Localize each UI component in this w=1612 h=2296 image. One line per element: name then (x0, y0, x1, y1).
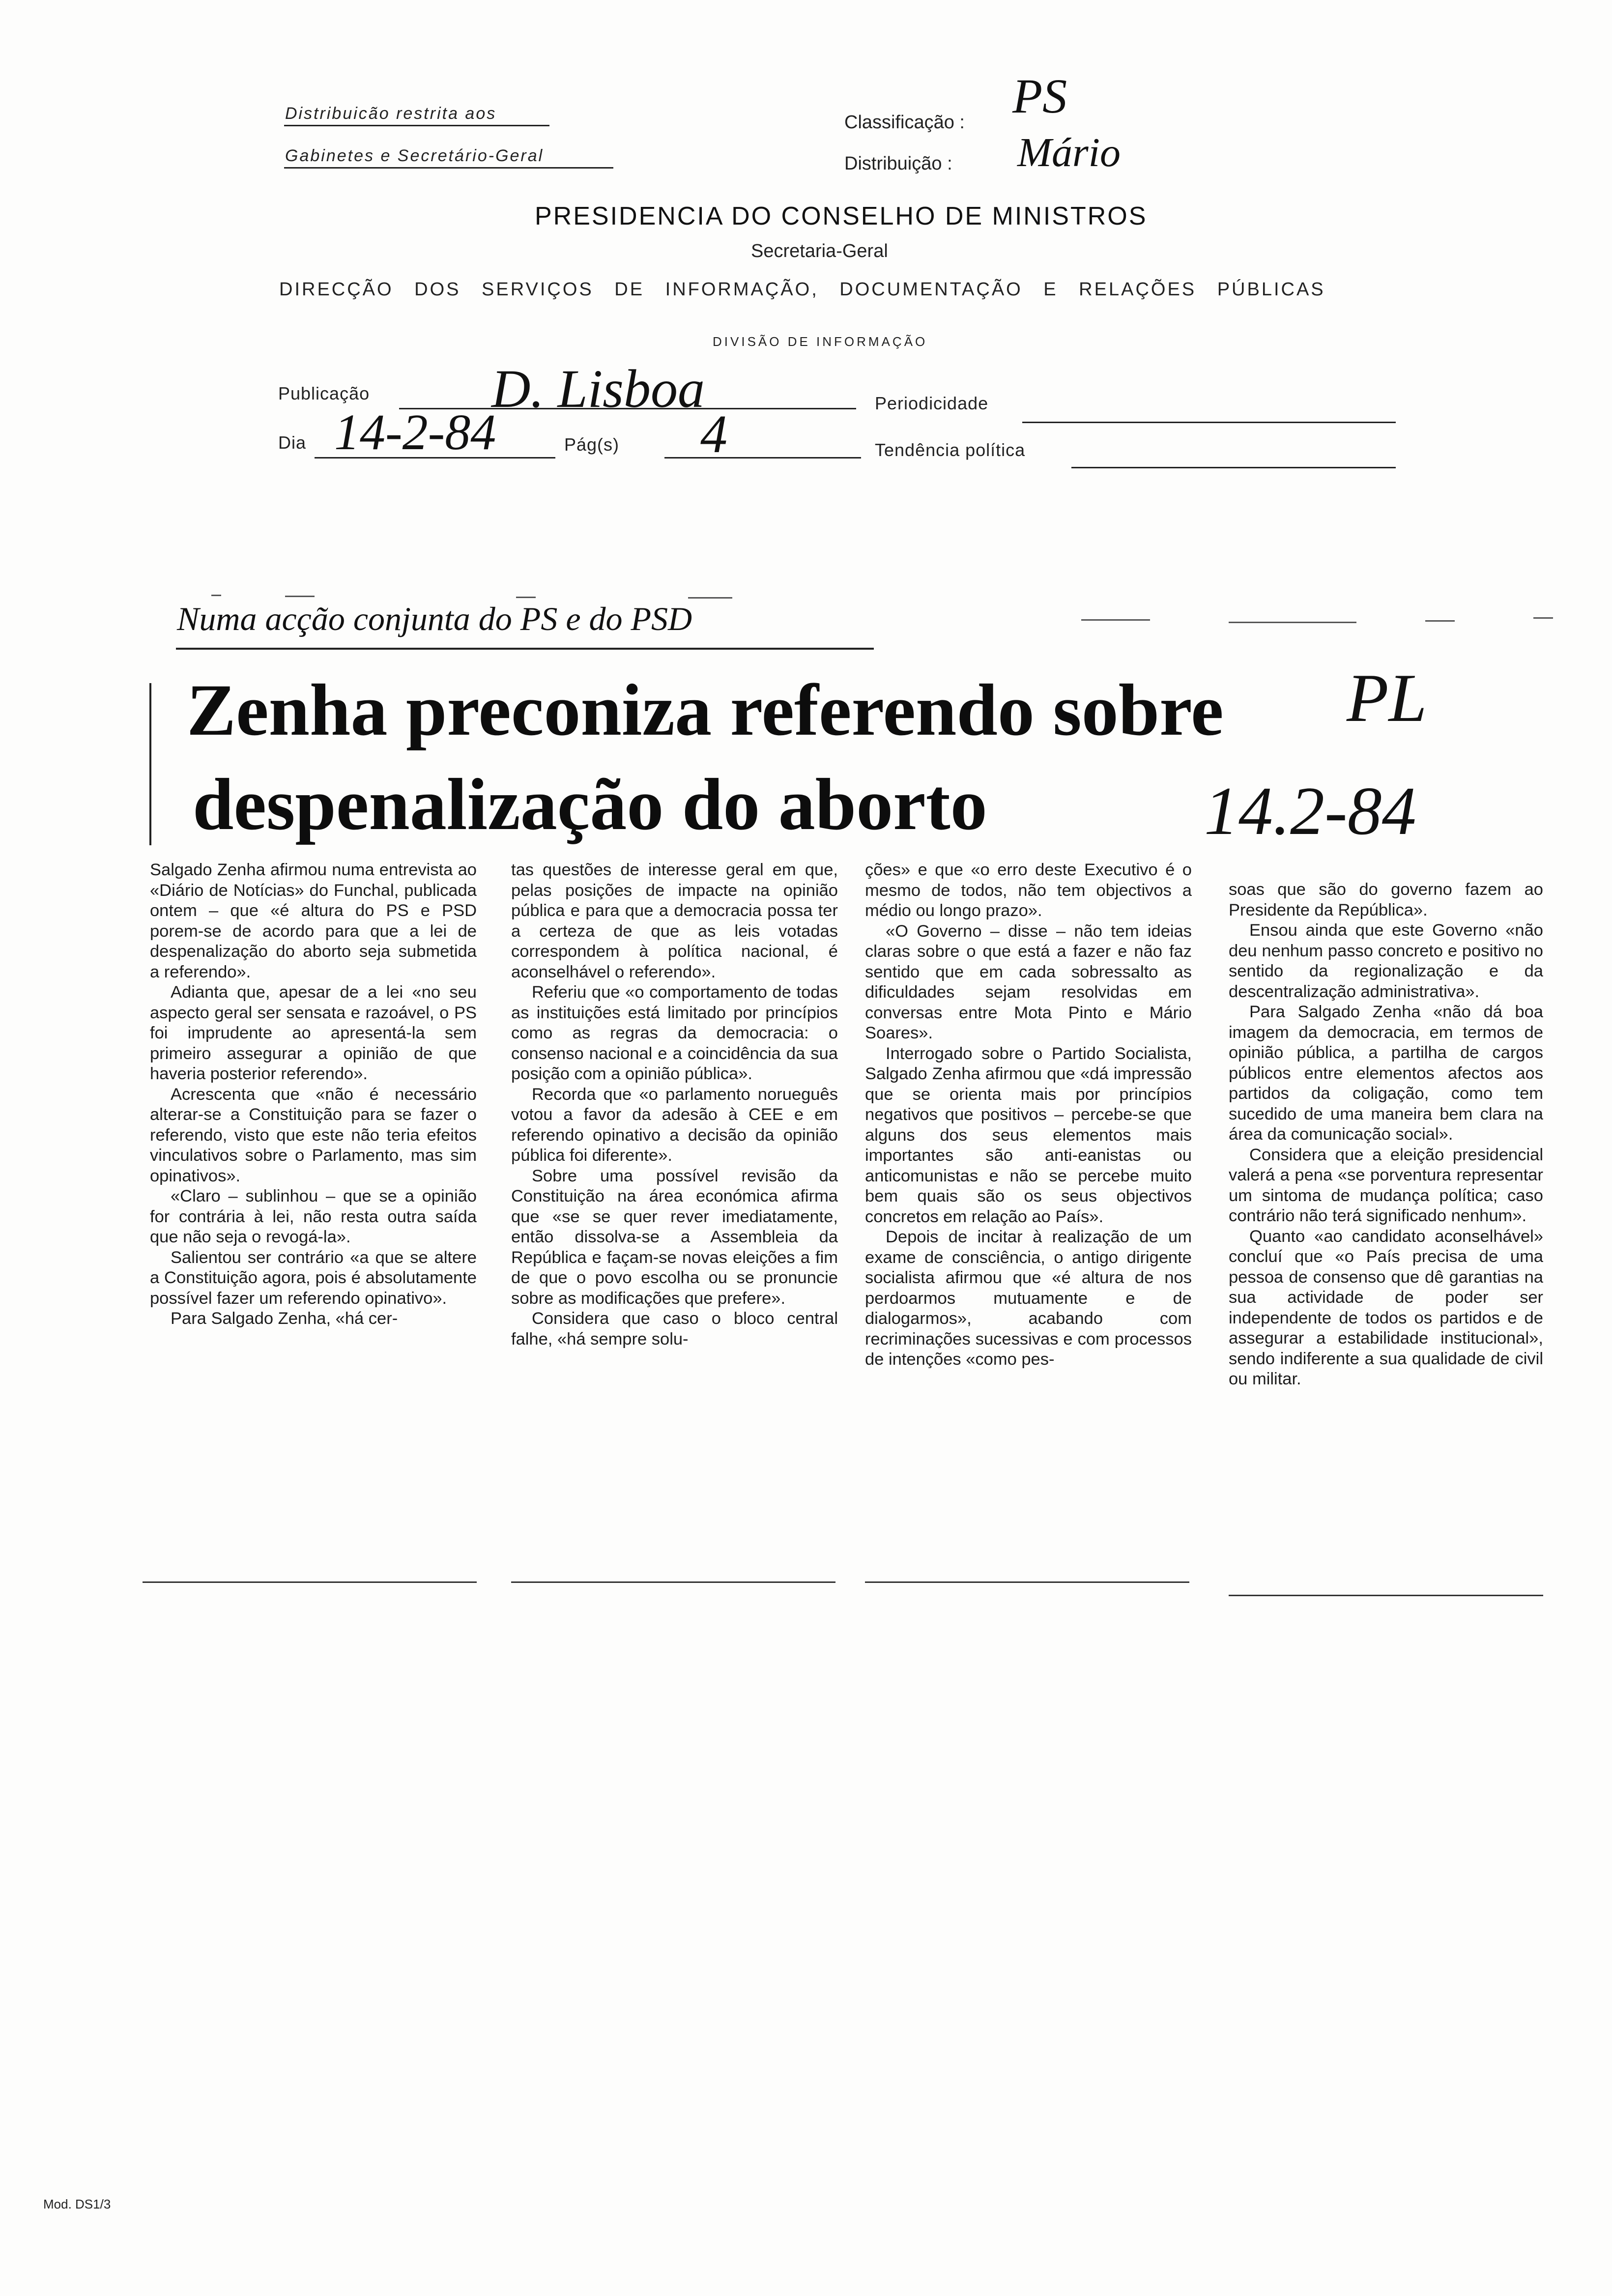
publicacao-handwritten: D. Lisboa (491, 359, 705, 419)
scan-speck (1425, 620, 1455, 622)
headline-margin-mark (149, 683, 151, 845)
paragraph: Salientou ser contrário «a que se altere a Constituição agora, pois é absolutamente possível fazer um referendo opinativo». (150, 1248, 477, 1308)
classificacao-label: Classificação : (844, 112, 965, 133)
paragraph: Referiu que «o comportamento de todas as instituições está limitado por princípios como as regras da democracia: o consenso nacional e a coincidência da sua posição com a opinião pública». (511, 983, 838, 1083)
header-direccao: DIRECÇÃO DOS SERVIÇOS DE INFORMAÇÃO, DOCUMENTAÇÃO E RELAÇÕES PÚBLICAS (279, 279, 1325, 300)
tendencia-label: Tendência política (875, 440, 1026, 460)
distribuicao-handwritten: Mário (1017, 130, 1121, 175)
classificacao-handwritten: PS (1012, 69, 1067, 123)
periodicidade-line (1022, 422, 1396, 423)
paragraph: Considera que a eleição presidencial valerá a pena «se porventura representar um sintoma de mudança política; caso contrário não terá significado nenhum». (1229, 1145, 1543, 1225)
paragraph: Sobre uma possível revisão da Constituição na área económica afirma que «se se quer rever imediatamente, então dissolva-se a Assembleia da República e façam-se novas eleições a fim de que o povo escolha ou se pronuncie sobre as modificações que prefere». (511, 1166, 838, 1308)
scan-speck (211, 595, 221, 596)
paragraph: «Claro – sublinhou – que se a opinião for contrária à lei, não resta outra saída que não seja o revogá-la». (150, 1187, 477, 1246)
distribution-line-2: Gabinetes e Secretário-Geral (285, 146, 544, 165)
distribuicao-label: Distribuição : (844, 153, 952, 174)
dia-handwritten: 14-2-84 (334, 404, 496, 460)
paragraph: ções» e que «o erro deste Executivo é o mesmo de todos, não tem objectivos a médio ou longo prazo». (865, 861, 1192, 920)
paragraph: Adianta que, apesar de a lei «no seu aspecto geral ser sensata e razoável, o PS foi imprudente ao apresentá-la sem primeiro assegurar a opinião de que haveria posterior referendo». (150, 983, 477, 1083)
scan-speck (688, 597, 732, 599)
dia-label: Dia (278, 432, 307, 453)
article-column-4 (1229, 880, 1543, 1390)
pags-label: Pág(s) (564, 434, 620, 455)
paragraph: Considera que caso o bloco central falhe, «há sempre solu- (511, 1309, 838, 1349)
headline-line-2: despenalização do aborto (193, 764, 987, 845)
paragraph: Interrogado sobre o Partido Socialista, Salgado Zenha afirmou que «dá impressão que se orienta mais por princípios negativos que positivos – percebe-se que alguns dos seus elementos mais importantes são anti-eanistas ou anticomunistas e não se percebe muito bem quais são os seus objectivos concretos em relação ao País». (865, 1044, 1192, 1226)
paragraph: «O Governo – disse – não tem ideias claras sobre o que está a fazer e não faz sentido que em cada sobressalto as dificuldades sejam resolvidas em conversas entre Mota Pinto e Mário Soares». (865, 921, 1192, 1042)
scan-speck (1533, 617, 1553, 619)
distribution-rule-1 (284, 125, 549, 126)
header-divisao: DIVISÃO DE INFORMAÇÃO (713, 334, 928, 349)
kicker-underline (176, 648, 874, 650)
publicacao-label: Publicação (278, 383, 370, 403)
paragraph: Para Salgado Zenha, «há cer- (171, 1309, 398, 1328)
header-title: PRESIDENCIA DO CONSELHO DE MINISTROS (535, 202, 1148, 230)
header-secretaria: Secretaria-Geral (751, 241, 888, 261)
column-1-bottom-rule (143, 1581, 477, 1583)
paragraph: tas questões de interesse geral em que, pelas posições de impacte na opinião pública e para que a democracia possa ter a certeza de que as leis votadas correspondem à política nacional, é aconselhável o referendo». (511, 861, 838, 981)
handwritten-initials: PL (1347, 660, 1427, 736)
form-code: Mod. DS1/3 (43, 2197, 111, 2211)
article-kicker: Numa acção conjunta do PS e do PSD (177, 600, 692, 637)
paragraph: Salgado Zenha afirmou numa entrevista ao «Diário de Notícias» do Funchal, publicada ontem – que «é altura do PS e PSD porem-se de acordo para que a lei de despenalização do aborto seja submetida a referendo». (150, 861, 477, 981)
column-3-bottom-rule (865, 1581, 1189, 1583)
column-4-bottom-rule (1229, 1595, 1543, 1596)
paragraph: Depois de incitar à realização de um exame de consciência, o antigo dirigente socialista afirmou que «é altura de nos perdoarmos mutuamente e de dialogarmos», acabando com recriminações sucessivas e com processos de intenções «como pes- (865, 1228, 1192, 1369)
paragraph: Acrescenta que «não é necessário alterar-se a Constituição para se fazer o referendo, visto que este não teria efeitos vinculativos sobre o Parlamento, mas sim opinativos». (150, 1085, 477, 1185)
column-2-bottom-rule (511, 1581, 835, 1583)
scan-speck (1081, 619, 1150, 621)
paragraph: Para Salgado Zenha «não dá boa imagem da democracia, em termos de opinião pública, a partilha de cargos públicos entre elementos afectos aos partidos da coligação, como tem sucedido de uma maneira bem clara na área da comunicação social». (1229, 1003, 1543, 1144)
paragraph: Quanto «ao candidato aconselhável» concluí que «o País precisa de uma pessoa de consenso que dê garantias na sua actividade de poder ser independente de todos os partidos e de assegurar a estabilidade institucional», sendo indiferente a sua qualidade de civil ou militar. (1229, 1227, 1543, 1388)
handwritten-date: 14.2-84 (1204, 773, 1416, 849)
tendencia-line (1071, 467, 1396, 468)
scan-speck (285, 596, 315, 597)
distribution-line-1: Distribuicão restrita aos (285, 104, 497, 123)
pags-handwritten: 4 (700, 404, 727, 464)
article-column-3 (865, 860, 1192, 1370)
headline-line-1: Zenha preconiza referendo sobre (187, 669, 1224, 751)
article-column-1 (150, 860, 477, 1329)
paragraph: Ensou ainda que este Governo «não deu nenhum passo concreto e positivo no sentido da regionalização e da descentralização administrativa». (1229, 921, 1543, 1001)
scan-speck (1229, 622, 1356, 623)
periodicidade-label: Periodicidade (875, 393, 989, 413)
pags-line (664, 457, 861, 459)
paragraph: soas que são do governo fazem ao Presidente da República». (1229, 880, 1543, 919)
distribution-rule-2 (284, 167, 613, 169)
scan-speck (516, 597, 536, 598)
article-column-2 (511, 860, 838, 1349)
paragraph: Recorda que «o parlamento norueguês votou a favor da adesão à CEE e em referendo opinativo a decisão da opinião pública foi diferente». (511, 1085, 838, 1165)
